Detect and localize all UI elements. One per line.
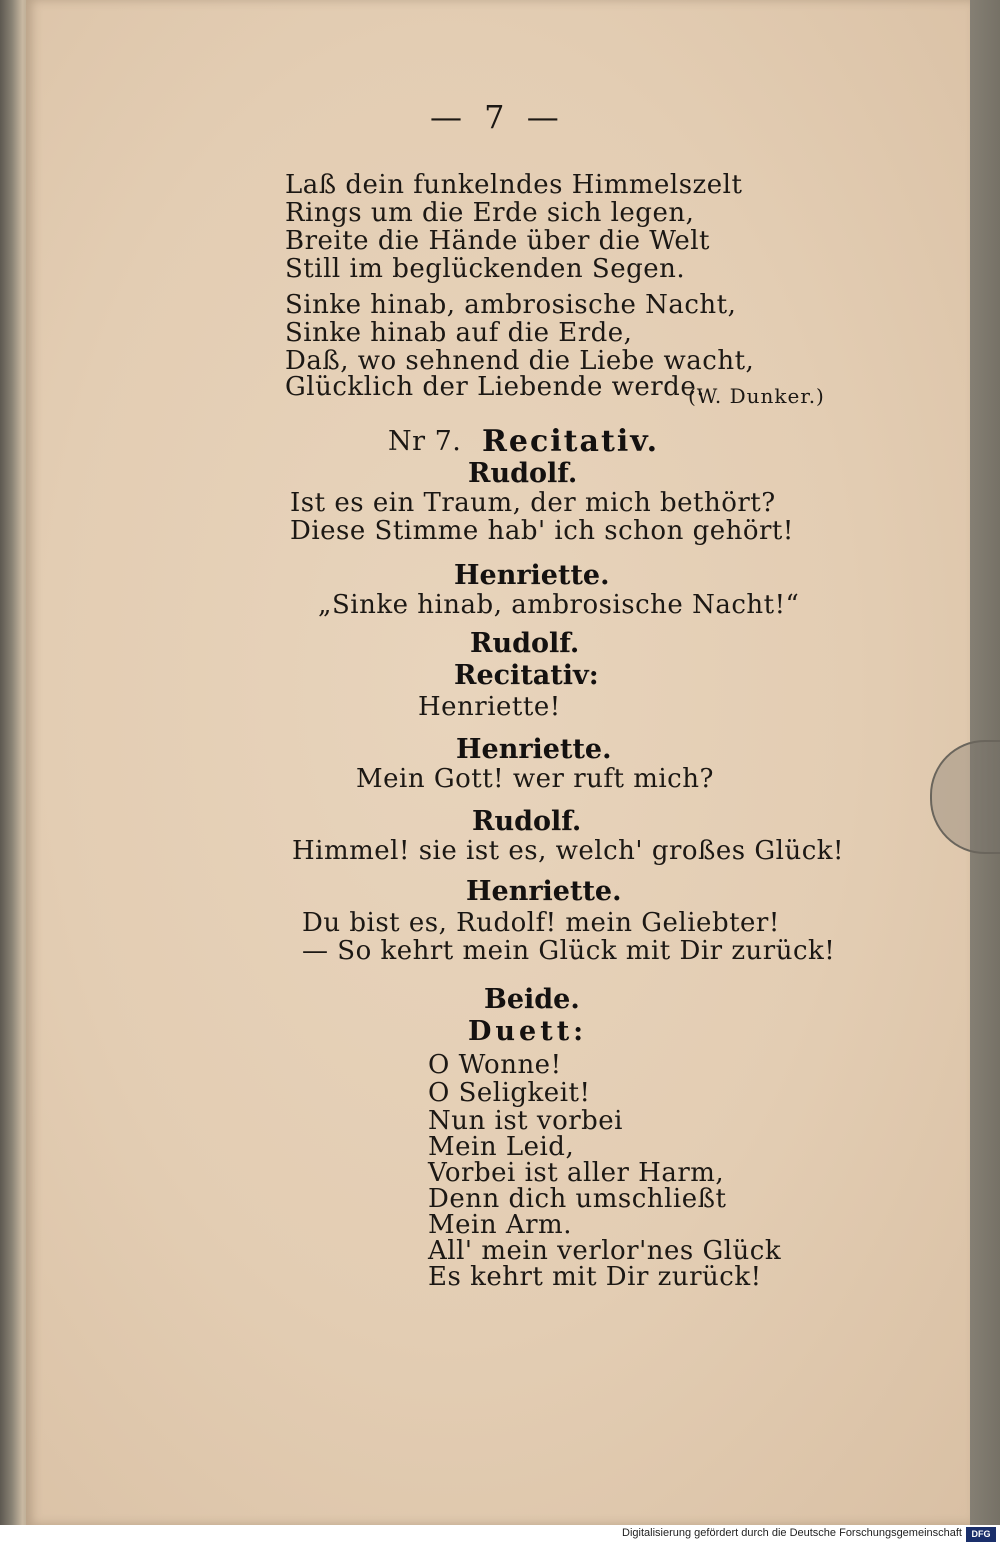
page-number: — 7 — <box>430 98 565 136</box>
duett-line: Mein Arm. <box>428 1210 572 1240</box>
dialogue-line: Ist es ein Traum, der mich bethört? <box>290 488 776 518</box>
attribution: (W. Dunker.) <box>688 384 825 408</box>
duett-line: Es kehrt mit Dir zurück! <box>428 1262 762 1292</box>
speaker-henriette: Henriette. <box>456 734 612 765</box>
duett-title: Duett: <box>468 1016 588 1047</box>
funding-credit: Digitalisierung gefördert durch die Deutsche Forschungsgemeinschaft <box>622 1527 962 1539</box>
dialogue-line: Du bist es, Rudolf! mein Geliebter! <box>302 908 780 938</box>
poem-line: Daß, wo sehnend die Liebe wacht, <box>285 346 755 376</box>
duett-line: Denn dich umschließt <box>428 1184 727 1214</box>
speaker-henriette: Henriette. <box>466 876 622 907</box>
poem-line: Sinke hinab, ambrosische Nacht, <box>285 290 737 320</box>
duett-line: O Wonne! <box>428 1050 562 1080</box>
footer-bar <box>0 1525 1000 1545</box>
dialogue-line: Henriette! <box>418 692 561 722</box>
duett-line: O Seligkeit! <box>428 1078 591 1108</box>
speaker-rudolf: Rudolf. <box>470 628 580 659</box>
dialogue-line: Diese Stimme hab' ich schon gehört! <box>290 516 794 546</box>
duett-line: All' mein verlor'nes Glück <box>428 1236 782 1266</box>
speaker-rudolf: Rudolf. <box>468 458 578 489</box>
poem-line: Still im beglückenden Segen. <box>285 254 686 284</box>
poem-line: Rings um die Erde sich legen, <box>285 198 695 228</box>
dialogue-line: Himmel! sie ist es, welch' großes Glück! <box>292 836 845 866</box>
duett-line: Vorbei ist aller Harm, <box>428 1158 725 1188</box>
speaker-rudolf: Rudolf. <box>472 806 582 837</box>
dialogue-line: Mein Gott! wer ruft mich? <box>356 764 714 794</box>
poem-line: Breite die Hände über die Welt <box>285 226 710 256</box>
section-title: Recitativ. <box>482 424 660 459</box>
poem-line: Sinke hinab auf die Erde, <box>285 318 633 348</box>
speaker-beide: Beide. <box>484 984 580 1015</box>
duett-line: Nun ist vorbei <box>428 1106 623 1136</box>
dfg-logo: DFG <box>966 1527 996 1542</box>
dialogue-line: — So kehrt mein Glück mit Dir zurück! <box>302 936 836 966</box>
poem-line: Laß dein funkelndes Himmelszelt <box>285 170 743 200</box>
section-number: Nr 7. <box>388 426 462 457</box>
duett-line: Mein Leid, <box>428 1132 575 1162</box>
dialogue-line: „Sinke hinab, ambrosische Nacht!“ <box>318 590 800 620</box>
speaker-henriette: Henriette. <box>454 560 610 591</box>
recitativ-label: Recitativ: <box>454 660 599 691</box>
poem-line: Glücklich der Liebende werde. <box>285 372 705 402</box>
